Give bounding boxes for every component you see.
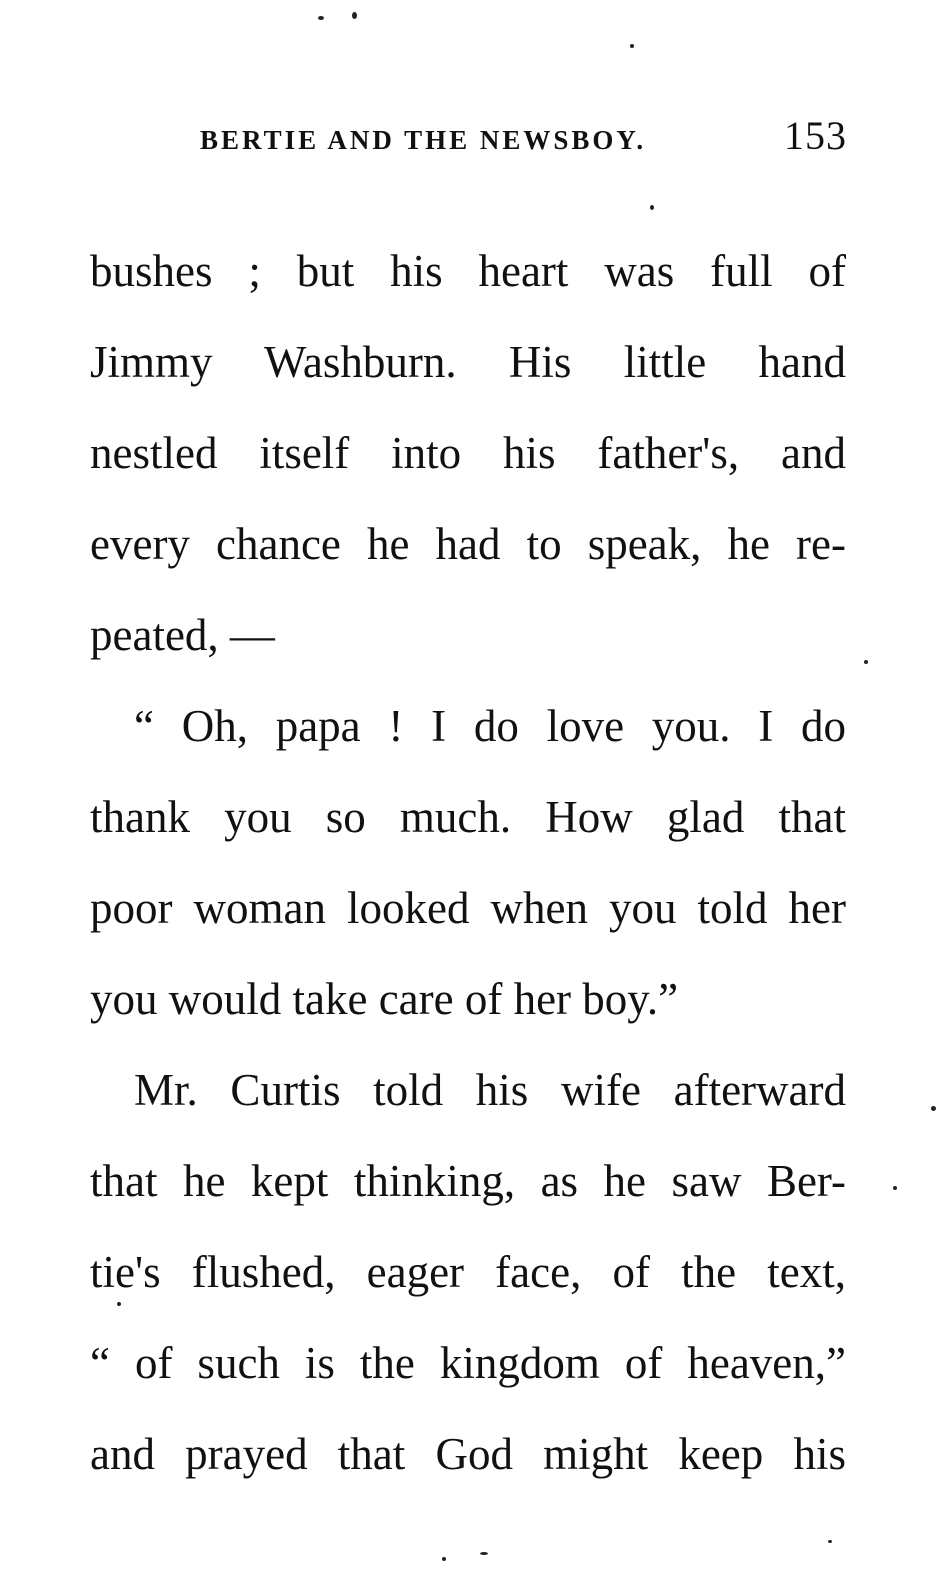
scan-speck bbox=[931, 1106, 936, 1111]
running-title: BERTIE AND THE NEWSBOY. bbox=[200, 125, 647, 155]
text-line: peated, — bbox=[90, 610, 275, 660]
scan-speck bbox=[480, 1552, 488, 1555]
scan-speck bbox=[828, 1540, 832, 1543]
scan-speck bbox=[893, 1186, 897, 1190]
scan-speck bbox=[864, 660, 868, 664]
scan-speck bbox=[442, 1557, 446, 1561]
text-line: Mr. Curtis told his wife afterward bbox=[134, 1065, 846, 1115]
page-number: 153 bbox=[784, 113, 847, 158]
scan-speck bbox=[650, 205, 654, 210]
scan-speck bbox=[352, 12, 357, 19]
text-line: and prayed that God might keep his bbox=[90, 1429, 846, 1479]
scan-speck bbox=[117, 1302, 121, 1306]
text-line: Jimmy Washburn. His little hand bbox=[90, 337, 846, 387]
body-text bbox=[90, 226, 846, 1500]
scan-speck bbox=[318, 16, 324, 20]
text-line: thank you so much. How glad that bbox=[90, 792, 846, 842]
scan-speck bbox=[630, 44, 634, 48]
text-line: every chance he had to speak, he re- bbox=[90, 519, 846, 569]
text-line: nestled itself into his father's, and bbox=[90, 428, 846, 478]
text-line: “ of such is the kingdom of heaven,” bbox=[90, 1338, 846, 1388]
text-line: that he kept thinking, as he saw Ber- bbox=[90, 1156, 846, 1206]
text-line: tie's flushed, eager face, of the text, bbox=[90, 1247, 846, 1297]
text-line: poor woman looked when you told her bbox=[90, 883, 846, 933]
running-head bbox=[200, 112, 847, 162]
text-line: “ Oh, papa ! I do love you. I do bbox=[134, 701, 846, 751]
text-line: you would take care of her boy.” bbox=[90, 974, 679, 1024]
text-line: bushes ; but his heart was full of bbox=[90, 246, 846, 296]
